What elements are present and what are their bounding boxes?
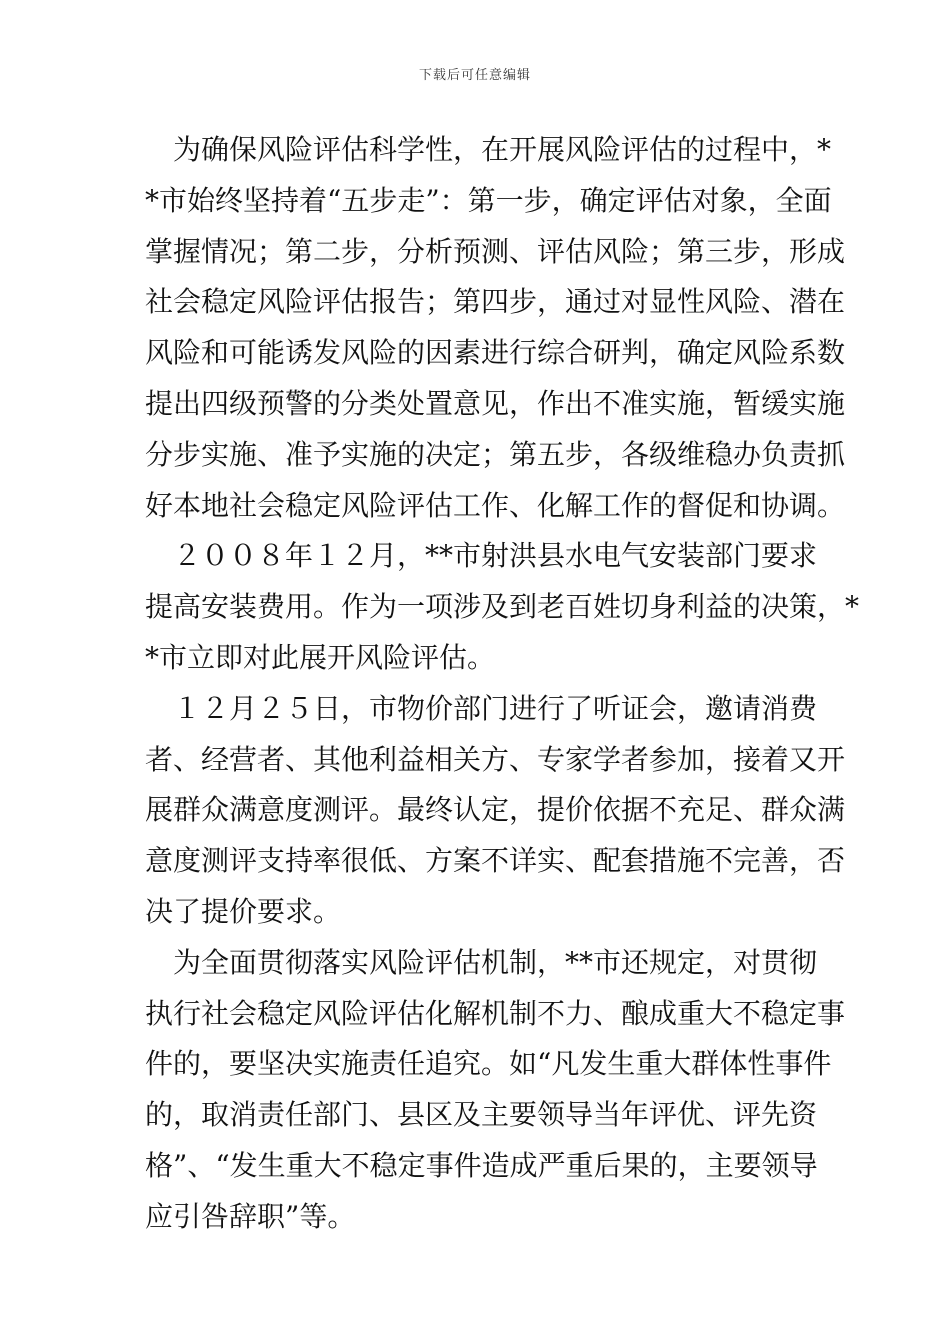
text-line: 好本地社会稳定风险评估工作、化解工作的督促和协调。 xyxy=(145,488,846,522)
text-line: 为全面贯彻落实风险评估机制，**市还规定，对贯彻 xyxy=(145,945,818,979)
text-line: 决了提价要求。 xyxy=(145,894,342,928)
page-header: 下载后可任意编辑 xyxy=(418,68,531,83)
text-line: *市始终坚持着“五步走”：第一步，确定评估对象，全面 xyxy=(145,183,832,217)
text-line: ２００８年１２月，**市射洪县水电气安装部门要求 xyxy=(145,539,818,573)
text-line: １２月２５日，市物价部门进行了听证会，邀请消费 xyxy=(145,691,818,725)
text-line: 意度测评支持率很低、方案不详实、配套措施不完善，否 xyxy=(145,844,846,878)
text-line: 展群众满意度测评。最终认定，提价依据不充足、群众满 xyxy=(145,793,846,827)
text-line: 掌握情况；第二步，分析预测、评估风险；第三步，形成 xyxy=(145,234,846,268)
text-line: 应引咎辞职”等。 xyxy=(145,1199,356,1233)
paragraph xyxy=(145,531,860,683)
document-body xyxy=(145,125,860,1243)
text-line: 提出四级预警的分类处置意见，作出不准实施，暂缓实施 xyxy=(145,386,846,420)
paragraph xyxy=(145,125,846,531)
text-line: 社会稳定风险评估报告；第四步，通过对显性风险、潜在 xyxy=(145,285,846,319)
text-line: 件的，要坚决实施责任追究。如“凡发生重大群体性事件 xyxy=(145,1047,832,1081)
text-line: 提高安装费用。作为一项涉及到老百姓切身利益的决策，* xyxy=(145,590,860,624)
text-line: 的，取消责任部门、县区及主要领导当年评优、评先资 xyxy=(145,1098,818,1132)
text-line: *市立即对此展开风险评估。 xyxy=(145,640,496,674)
paragraph xyxy=(145,684,846,938)
text-line: 执行社会稳定风险评估化解机制不力、酿成重大不稳定事 xyxy=(145,996,846,1030)
text-line: 风险和可能诱发风险的因素进行综合研判，确定风险系数 xyxy=(145,336,846,370)
paragraph xyxy=(145,938,846,1243)
text-line: 者、经营者、其他利益相关方、专家学者参加，接着又开 xyxy=(145,742,846,776)
text-line: 格”、“发生重大不稳定事件造成严重后果的，主要领导 xyxy=(145,1148,818,1182)
text-line: 为确保风险评估科学性，在开展风险评估的过程中，* xyxy=(145,133,832,166)
text-line: 分步实施、准予实施的决定；第五步，各级维稳办负责抓 xyxy=(145,437,846,471)
